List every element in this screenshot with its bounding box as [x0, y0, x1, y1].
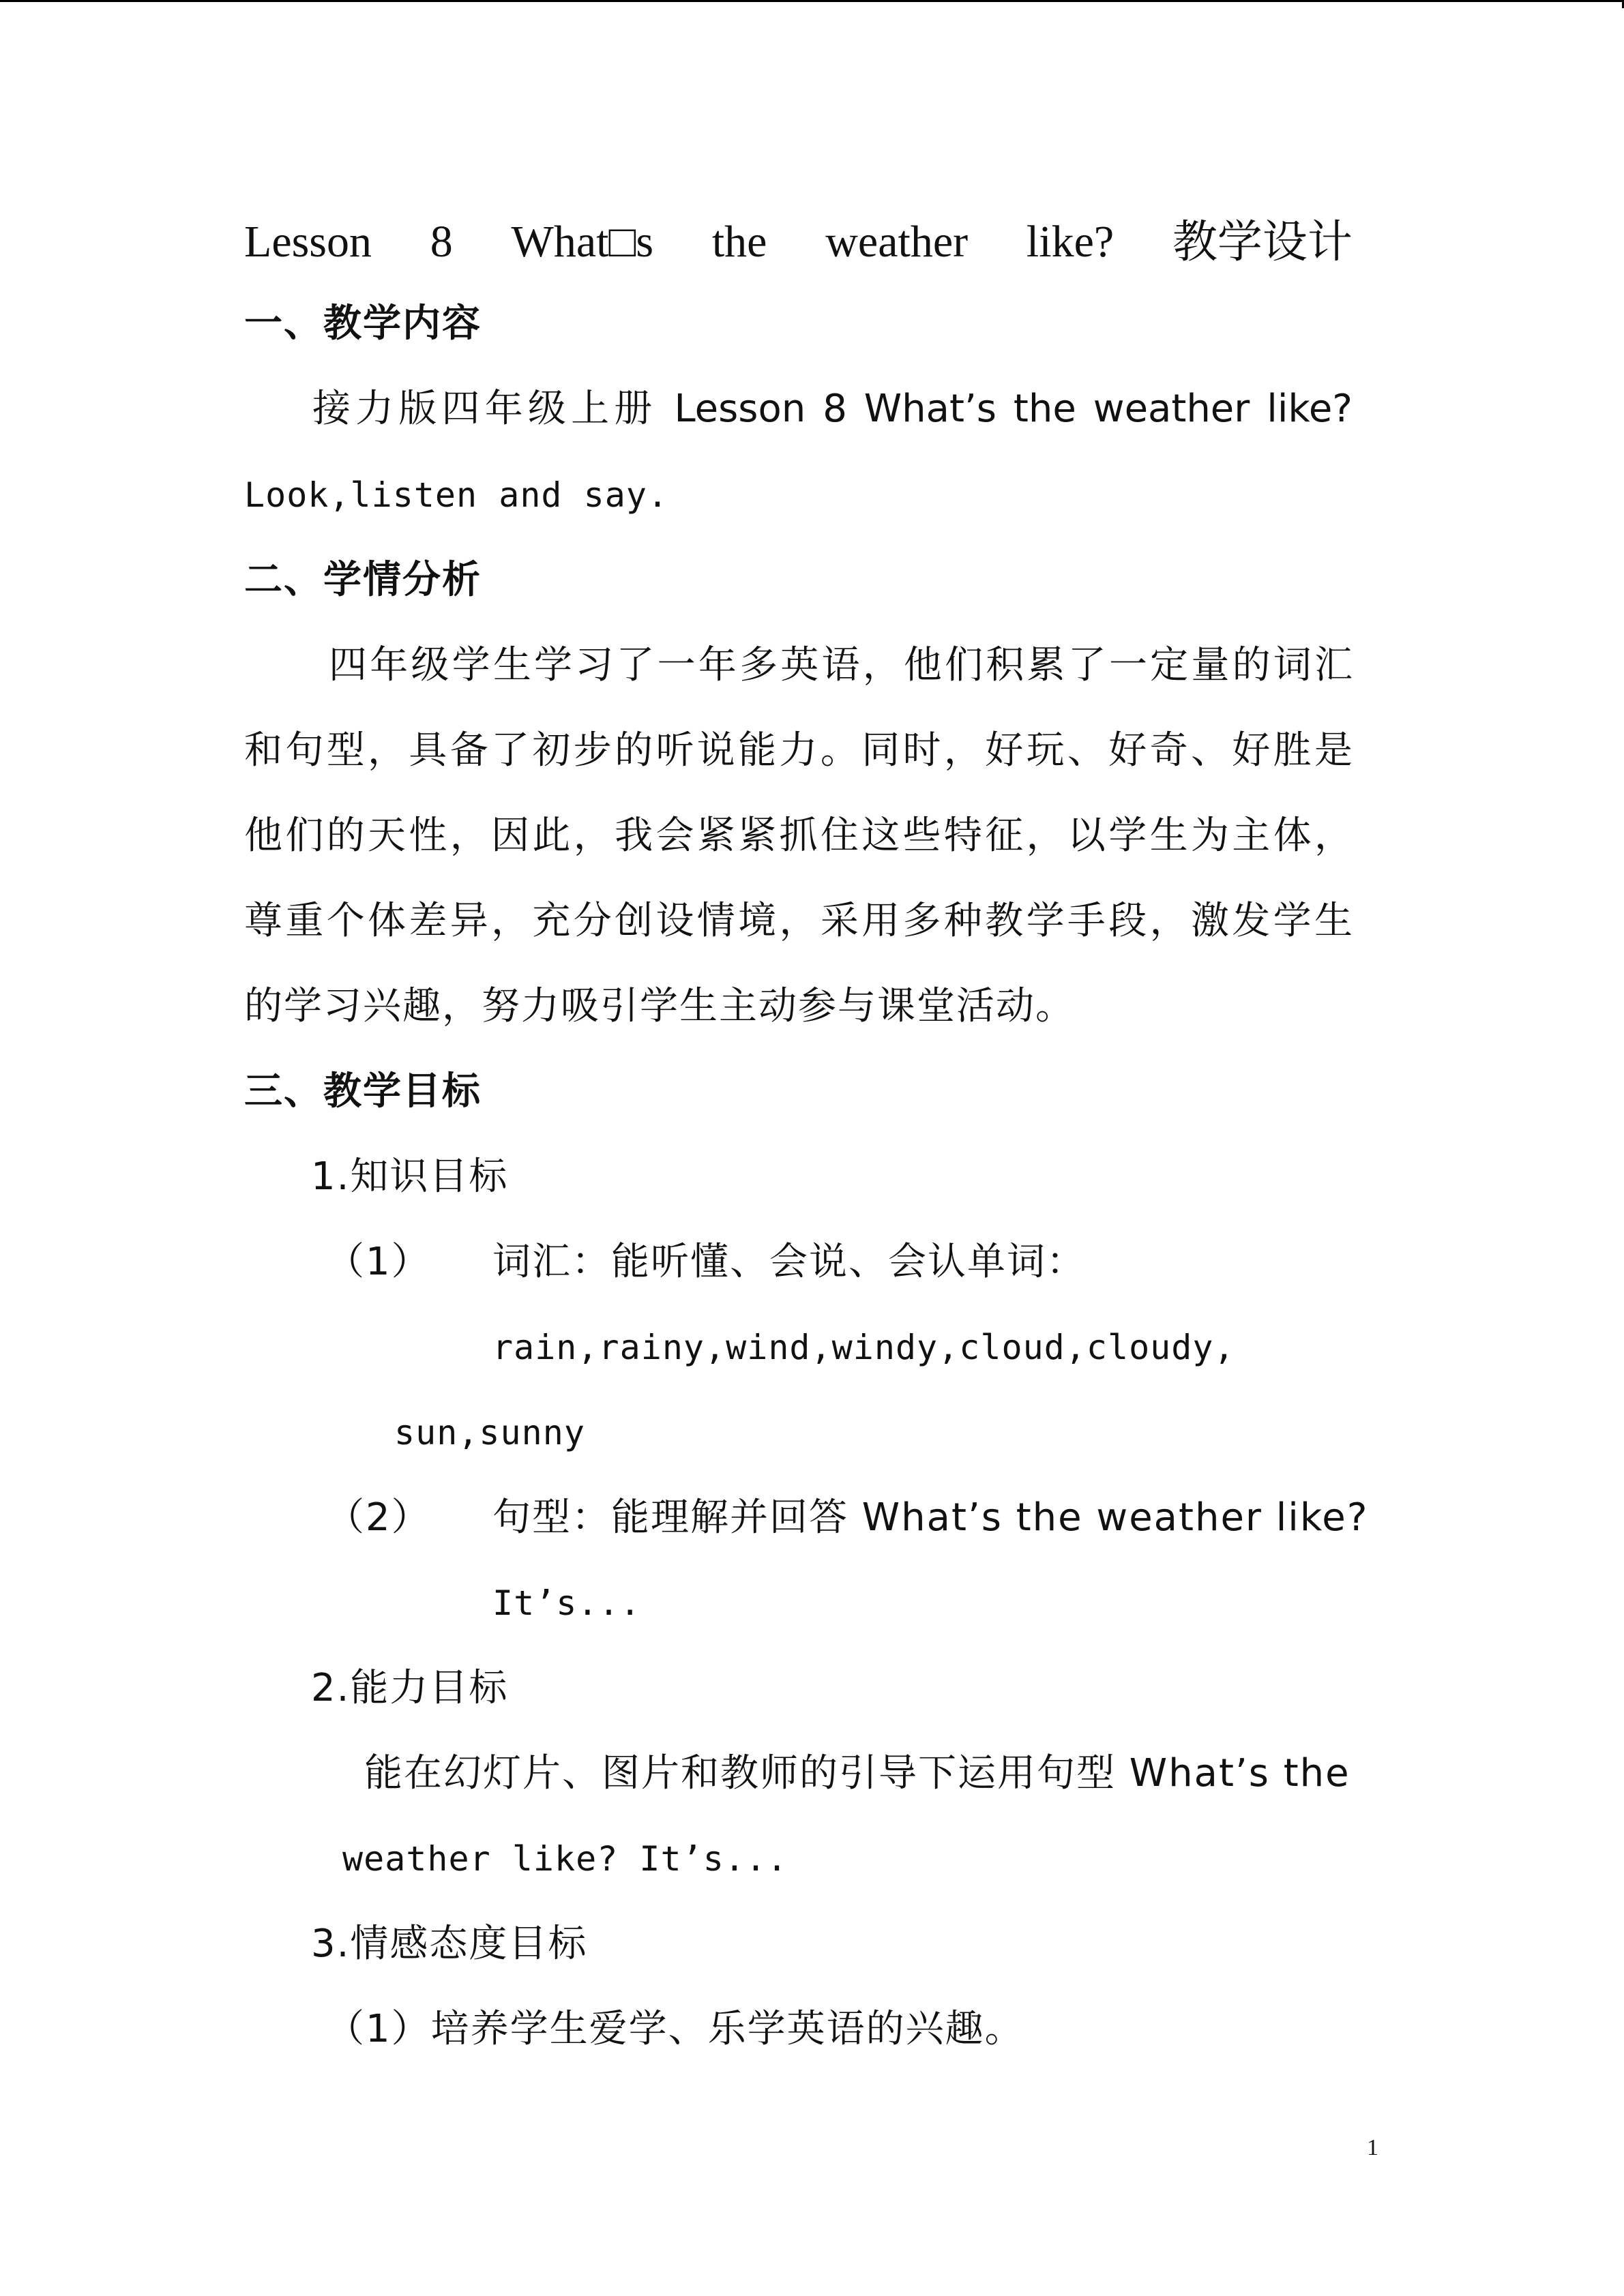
ability-goal-line1: 能在幻灯片、图片和教师的引导下运用句型 What’s the	[364, 1751, 1350, 1795]
title-word-like: like?	[1026, 217, 1114, 267]
analysis-line-1: 四年级学生学习了一年多英语，他们积累了一定量的词汇	[329, 643, 1353, 687]
title-word-whats: What□s	[511, 217, 654, 267]
section-heading-content: 一、教学内容	[244, 301, 482, 346]
item-marker-2: （2）	[326, 1495, 431, 1540]
title-word-number: 8	[430, 217, 453, 267]
ability-goal-line2: weather like? It’s...	[342, 1839, 788, 1879]
page-number: 1	[1367, 2135, 1378, 2160]
vocabulary-words-line: rain,rainy,wind,windy,cloud,cloudy,	[492, 1328, 1235, 1367]
section1-paragraph-line2: Look,listen and say.	[244, 475, 669, 515]
top-border-line	[0, 0, 1624, 2]
title-word-lesson: Lesson	[244, 217, 372, 267]
analysis-line-2: 和句型，具备了初步的听说能力。同时，好玩、好奇、好胜是	[244, 728, 1353, 773]
goal-attitude-title: 3.情感态度目标	[311, 1922, 588, 1966]
title-word-weather: weather	[825, 217, 969, 267]
goal-knowledge-title: 1.知识目标	[311, 1154, 509, 1199]
sentence-goal-text: 句型：能理解并回答 What’s the weather like?	[492, 1495, 1369, 1540]
section-heading-analysis: 二、学情分析	[244, 558, 482, 602]
analysis-line-5: 的学习兴趣，努力吸引学生主动参与课堂活动。	[244, 984, 1075, 1028]
analysis-line-4: 尊重个体差异，充分创设情境，采用多种教学手段，激发学生	[244, 899, 1353, 943]
sentence-goal-text2: It’s...	[492, 1583, 641, 1623]
attitude-goal-item1: （1）培养学生爱学、乐学英语的兴趣。	[326, 2007, 1024, 2051]
title-word-the: the	[711, 217, 767, 267]
title-word-design: 教学设计	[1172, 215, 1353, 268]
vocabulary-goal-text: 词汇：能听懂、会说、会认单词：	[492, 1240, 1086, 1284]
goal-ability-title: 2.能力目标	[311, 1666, 509, 1710]
item-marker-1: （1）	[326, 1240, 431, 1284]
section-heading-goals: 三、教学目标	[244, 1069, 482, 1114]
vocabulary-words-line2: sun,sunny	[394, 1413, 585, 1452]
analysis-line-3: 他们的天性，因此，我会紧紧抓住这些特征，以学生为主体，	[244, 814, 1353, 858]
section1-paragraph-line: 接力版四年级上册 Lesson 8 What’s the weather like?	[312, 387, 1353, 431]
document-title	[244, 211, 1353, 273]
